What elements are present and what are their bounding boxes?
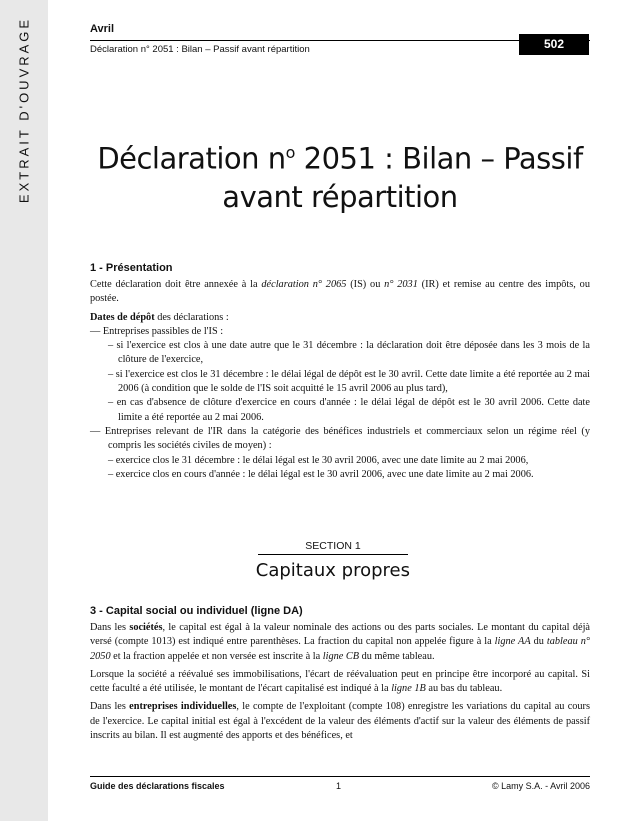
heading-presentation: 1 - Présentation (90, 262, 173, 274)
footer-page-number: 1 (336, 781, 342, 791)
ir-heading: — Entreprises relevant de l'IR dans la catégorie des bénéfices industriels et commerciaux selon un régime réel (y compris les sociétés civiles de moyen) : (90, 425, 590, 452)
text: du même tableau. (359, 650, 435, 662)
text: du (530, 636, 547, 648)
footer-right: © Lamy S.A. - Avril 2006 (491, 781, 590, 791)
footer-rule (90, 776, 590, 777)
ref-ligne-1b: ligne 1B (391, 683, 426, 695)
text: , le capital est égal à la valeur nominale des actions ou des parts sociales. Le montant du capital déjà versé (compte 1013) est indiqué entre parenthèses. La fraction du capital non appelée figure à la (90, 622, 590, 648)
ref-tableau-2050: tableau n° 2050 (90, 636, 591, 662)
ref-ligne-cb: ligne CB (322, 650, 360, 662)
bold-term: entreprises individuelles (129, 701, 237, 713)
intro-text-a: Cette déclaration doit être annexée à la (90, 279, 262, 290)
text: Dans les (90, 622, 130, 633)
dates-line (90, 311, 590, 325)
title-line2: avant répartition (222, 179, 458, 214)
list-item: – exercice clos en cours d'année : le délai légal est le 30 avril 2006, avec une date limite au 2 mai 2006. (108, 468, 534, 480)
dates-label: Dates de dépôt (90, 311, 155, 323)
list-item: – en cas d'absence de clôture d'exercice en cours d'année : le délai légal de dépôt est le 30 avril 2006. Cette date limite a été reportée au 2 mai 2006. (108, 397, 590, 423)
capital-body (90, 621, 590, 747)
capital-paragraph-1 (90, 621, 590, 664)
sidebar-band (0, 0, 48, 821)
list-item: – si l'exercice est clos à une date autre que le 31 décembre : la déclaration doit être déposée dans les 3 mois de la clôture de l'exercice, (108, 340, 590, 366)
presentation-intro (90, 278, 590, 307)
text: et la fraction appelée et non versée est inscrite à la (110, 650, 323, 662)
header-rule (90, 40, 590, 41)
intro-ref-2065: déclaration n° 2065 (261, 279, 347, 290)
page-title (90, 134, 590, 216)
presentation-body (90, 278, 590, 482)
text: Lorsque la société a réévalué ses immobilisations, l'écart de réévaluation peut en principe être incorporé au capital. Si cette faculté a été utilisée, le montant de l'écart capitalisé est indiqué à la (90, 668, 590, 695)
intro-text-c: (IR) et remise au centre des impôts, ou postée. (90, 279, 590, 305)
intro-text-b: (IS) ou (346, 279, 385, 290)
is-heading: — Entreprises passibles de l'IS : (90, 325, 224, 337)
header-month: Avril (90, 23, 115, 35)
list-item: – exercice clos le 31 décembre : le délai légal est le 30 avril 2006, avec une date limite au 2 mai 2006, (108, 454, 529, 466)
header-subtitle: Déclaration n° 2051 : Bilan – Passif avant répartition (90, 44, 310, 55)
section-title: Capitaux propres (255, 560, 410, 581)
section-label: SECTION 1 (258, 540, 408, 555)
bold-term: sociétés (129, 622, 163, 633)
text: , le compte de l'exploitant (compte 108) enregistre les variations du capital au cours de l'exercice. Le capital initial est égal à l'excédent de la valeur des éléments d'actif sur la valeur des éléments de passif inscrits au bilan. Il est augmenté des apports et des bénéfices, et (90, 701, 590, 742)
page-badge: 502 (519, 34, 589, 55)
intro-ref-2031: n° 2031 (384, 279, 418, 290)
title-sup: o (285, 143, 295, 162)
footer-left: Guide des déclarations fiscales (90, 781, 225, 791)
title-line1-pre: Déclaration n (97, 141, 286, 176)
title-line1-post: 2051 : Bilan – Passif (294, 141, 583, 176)
heading-capital: 3 - Capital social ou individuel (ligne DA) (90, 605, 303, 617)
dates-rest: des déclarations : (154, 311, 229, 323)
ref-ligne-aa: ligne AA (494, 636, 531, 648)
list-item: – si l'exercice est clos le 31 décembre : le délai légal de dépôt est le 30 avril. Cette date limite a été reportée au 2 mai 2006 (à condition que le solde de l'IS soit acquitté le 15 avril 2006 au plus tard), (108, 368, 590, 395)
text: au bas du tableau. (425, 683, 503, 695)
capital-paragraph-3 (90, 700, 590, 743)
capital-paragraph-2 (90, 668, 590, 697)
text: Dans les (90, 701, 130, 713)
sidebar-label: EXTRAIT D'OUVRAGE (16, 16, 32, 204)
